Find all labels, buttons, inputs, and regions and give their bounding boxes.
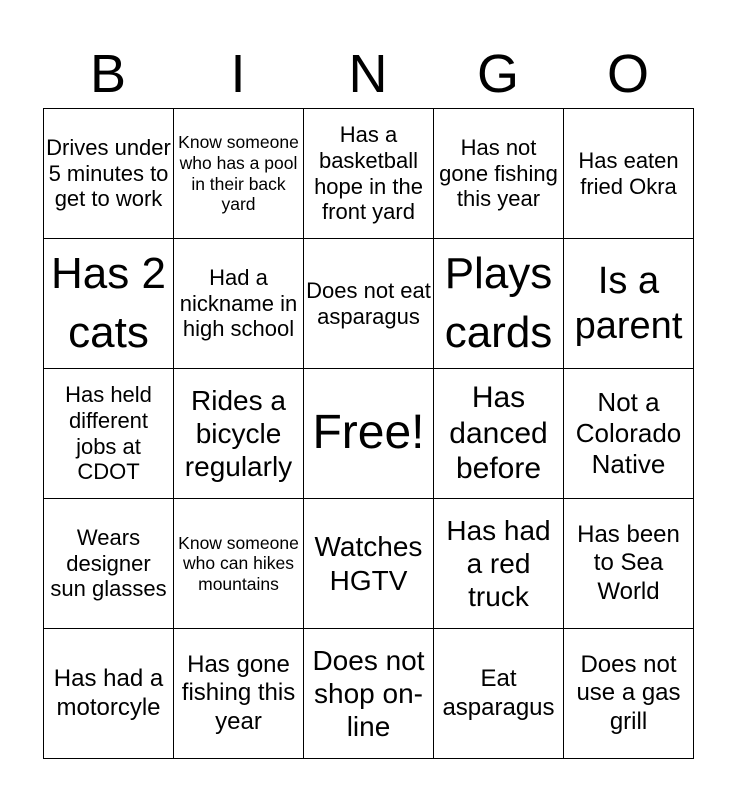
bingo-cell[interactable]: Has danced before (434, 369, 564, 499)
board-row (44, 239, 694, 369)
board-row (44, 369, 694, 499)
board-row (44, 629, 694, 759)
bingo-cell[interactable]: Watches HGTV (304, 499, 434, 629)
bingo-cell[interactable]: Eat asparagus (434, 629, 564, 759)
bingo-cell[interactable]: Not a Colorado Native (564, 369, 694, 499)
bingo-cell[interactable]: Does not use a gas grill (564, 629, 694, 759)
bingo-cell[interactable]: Plays cards (434, 239, 564, 369)
bingo-cell[interactable]: Drives under 5 minutes to get to work (44, 109, 174, 239)
bingo-cell[interactable]: Has eaten fried Okra (564, 109, 694, 239)
free-space[interactable]: Free! (304, 369, 434, 499)
bingo-cell[interactable]: Has a basketball hope in the front yard (304, 109, 434, 239)
bingo-cell[interactable]: Has had a motorcyle (44, 629, 174, 759)
header-letter-o: O (606, 44, 649, 104)
bingo-cell[interactable]: Has not gone fishing this year (434, 109, 564, 239)
header-letter-b: B (89, 44, 127, 104)
bingo-cell[interactable]: Had a nickname in high school (174, 239, 304, 369)
bingo-cell[interactable]: Does not eat asparagus (304, 239, 434, 369)
bingo-cell[interactable]: Know someone who has a pool in their back yard (174, 109, 304, 239)
bingo-cell[interactable]: Has gone fishing this year (174, 629, 304, 759)
header-letter-g: G (476, 44, 519, 104)
bingo-cell[interactable]: Has been to Sea World (564, 499, 694, 629)
bingo-cell[interactable]: Has 2 cats (44, 239, 174, 369)
bingo-cell[interactable]: Does not shop on-line (304, 629, 434, 759)
bingo-cell[interactable]: Rides a bicycle regularly (174, 369, 304, 499)
bingo-board (43, 108, 694, 759)
header-letter-i: I (230, 44, 246, 104)
board-row (44, 499, 694, 629)
bingo-header (43, 40, 693, 108)
bingo-cell[interactable]: Has held different jobs at CDOT (44, 369, 174, 499)
bingo-cell[interactable]: Has had a red truck (434, 499, 564, 629)
bingo-cell[interactable]: Is a parent (564, 239, 694, 369)
bingo-cell[interactable]: Know someone who can hikes mountains (174, 499, 304, 629)
bingo-cell[interactable]: Wears designer sun glasses (44, 499, 174, 629)
header-letter-n: N (348, 44, 388, 104)
board-row (44, 109, 694, 239)
